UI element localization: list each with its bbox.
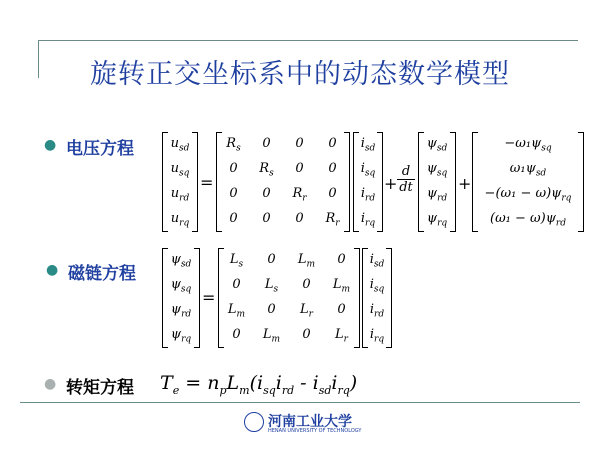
torque-lhs: $T_e$ [160,372,180,397]
resistance-matrix-cell: 0 [295,210,304,226]
inductance-matrix-cell: $L_m$ [297,251,316,270]
flux-vector-v-cell: $\psi_{sq}$ [426,160,448,179]
plus-sign: + [384,174,398,193]
current-vector-f-cell: $i_{sd}$ [369,251,385,270]
inductance-matrix-cell: 0 [232,276,241,292]
flux-label: 磁链方程 [68,264,136,284]
flux-lhs-vector-cell: $\psi_{rd}$ [170,301,192,320]
inductance-matrix-cell: $L_r$ [300,301,313,320]
voltage-bullet: ● [44,137,57,153]
slide-title: 旋转正交坐标系中的动态数学模型 [90,59,510,90]
inductance-matrix-cell: $L_r$ [335,326,348,345]
time-derivative: d dt [397,164,415,195]
voltage-lhs-vector-cell: $u_{sq}$ [170,160,190,179]
flux-lhs-vector-cell: $\psi_{sd}$ [170,251,192,270]
inductance-matrix-cell: 0 [232,326,241,342]
inductance-matrix-cell: $L_s$ [264,276,279,295]
resistance-matrix-cell: $R_s$ [226,135,241,154]
current-vector-v [353,132,383,232]
university-subtitle: HENAN UNIVERSITY OF TECHNOLOGY [268,428,362,434]
flux-vector-v [418,132,456,232]
equals-sign: = [200,173,214,192]
resistance-matrix-cell: 0 [229,185,238,201]
rotation-emf-vector [472,132,584,232]
resistance-matrix-cell: 0 [328,185,337,201]
current-vector-f-cell: $i_{sq}$ [369,276,385,295]
resistance-matrix-cell: 0 [295,135,304,151]
rotation-emf-vector-cell: $(\omega_1 - \omega)\psi_{rd}$ [490,210,566,229]
inductance-matrix-cell: 0 [337,251,346,267]
flux-vector-v-cell: $\psi_{rd}$ [426,185,448,204]
flux-bullet: ● [46,262,59,278]
resistance-matrix-cell: 0 [328,135,337,151]
resistance-matrix-cell: $R_s$ [259,160,274,179]
voltage-lhs-vector-cell: $u_{rq}$ [170,210,190,229]
resistance-matrix-cell: 0 [229,160,238,176]
voltage-lhs-vector-cell: $u_{rd}$ [170,185,190,204]
rotation-emf-vector-cell: $-\omega_1\psi_{sq}$ [504,135,552,154]
voltage-label: 电压方程 [66,139,134,159]
inductance-matrix-cell: $L_m$ [332,276,351,295]
current-vector-v-cell: $i_{rd}$ [360,185,376,204]
current-vector-f-cell: $i_{rd}$ [369,301,385,320]
current-vector-f-cell: $i_{rq}$ [369,326,385,345]
torque-label: 转矩方程 [66,378,134,398]
resistance-matrix-cell: 0 [328,160,337,176]
inductance-matrix-cell: $L_m$ [227,301,246,320]
resistance-matrix-cell: 0 [262,185,271,201]
inductance-matrix-cell: 0 [337,301,346,317]
university-seal-icon [244,412,264,432]
flux-vector-v-cell: $\psi_{sd}$ [426,135,448,154]
inductance-matrix-cell: $L_s$ [229,251,244,270]
inductance-matrix [218,248,360,348]
resistance-matrix-cell: 0 [262,210,271,226]
resistance-matrix-cell: 0 [262,135,271,151]
frame-top-line [38,40,578,41]
inductance-matrix-cell: 0 [302,326,311,342]
torque-bullet: ● [44,376,57,392]
voltage-lhs-vector-cell: $u_{sd}$ [170,135,190,154]
resistance-matrix-cell: 0 [295,160,304,176]
current-vector-v-cell: $i_{rq}$ [360,210,376,229]
flux-vector-v-cell: $\psi_{rq}$ [426,210,448,229]
resistance-matrix-cell: 0 [229,210,238,226]
current-vector-f [362,248,392,348]
resistance-matrix [216,132,350,232]
university-name: 河南工业大学 [268,414,352,430]
rotation-emf-vector-cell: $\omega_1\psi_{sd}$ [509,160,547,179]
rotation-emf-vector-cell: $-(\omega_1 - \omega)\psi_{rq}$ [484,185,572,204]
voltage-lhs-vector [162,132,198,232]
inductance-matrix-cell: 0 [267,251,276,267]
current-vector-v-cell: $i_{sd}$ [360,135,376,154]
torque-equation: $T_e = n_pL_m(i_{sq}i_{rd} - i_{sd}i_{rq})$ [160,372,358,397]
flux-lhs-vector-cell: $\psi_{rq}$ [170,326,192,345]
resistance-matrix-cell: $R_r$ [325,210,340,229]
flux-lhs-vector [162,248,200,348]
frame-bottom-line [20,402,580,403]
flux-lhs-vector-cell: $\psi_{sq}$ [170,276,192,295]
resistance-matrix-cell: $R_r$ [292,185,307,204]
inductance-matrix-cell: 0 [302,276,311,292]
inductance-matrix-cell: 0 [267,301,276,317]
current-vector-v-cell: $i_{sq}$ [360,160,376,179]
equals-sign: = [202,288,216,307]
inductance-matrix-cell: $L_m$ [262,326,281,345]
plus-sign: + [458,174,472,193]
